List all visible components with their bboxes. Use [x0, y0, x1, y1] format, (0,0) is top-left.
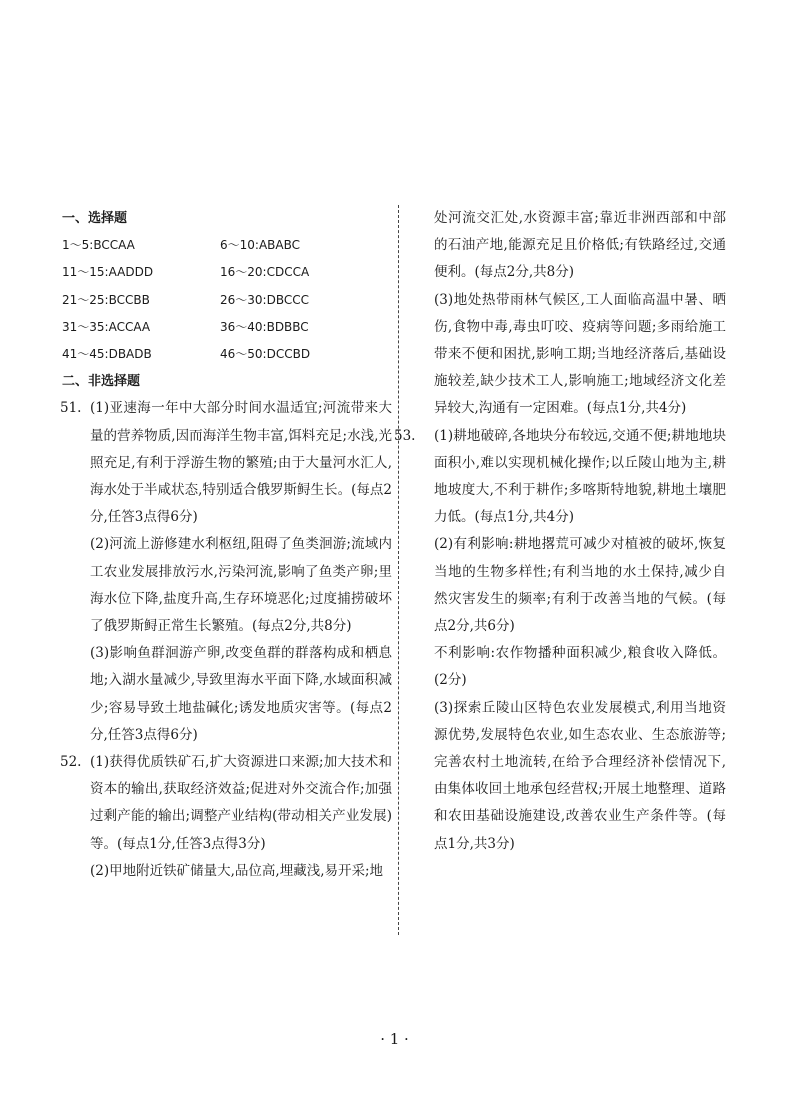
- section-title-multiple-choice: 一、选择题: [62, 211, 128, 226]
- question-number: 53.: [394, 427, 416, 444]
- right-column: [394, 205, 726, 858]
- answer-cell: 21～25:BCCBB: [62, 292, 150, 307]
- answer-cell: 11～15:AADDD: [62, 265, 154, 280]
- answer-paragraph: 处河流交汇处,水资源丰富;靠近非洲西部和中部的石油产地,能源充足且价格低;有铁路经过,交通便利。(每点2分,共8分): [434, 210, 726, 281]
- answer-paragraph: (3)影响鱼群洄游产卵,改变鱼群的群落构成和栖息地;入湖水量减少,导致里海水平面下降,水域面积减少;容易导致土地盐碱化;诱发地质灾害等。(每点2分,任答3点得6分): [90, 645, 392, 743]
- answer-paragraph: 不利影响:农作物播种面积减少,粮食收入降低。(2分): [434, 645, 726, 689]
- question-51: [62, 395, 392, 749]
- answer-paragraph: (1)亚速海一年中大部分时间水温适宜;河流带来大量的营养物质,因而海洋生物丰富,饵料充足;水浅,光照充足,有利于浮游生物的繁殖;由于大量河水汇人,海水处于半咸状态,特别适合俄罗斯鲟生长。(每点2分,任答3点得6分): [90, 400, 392, 526]
- answer-row: [62, 259, 392, 286]
- column-divider: [398, 205, 399, 935]
- answer-paragraph: (3)地处热带雨林气候区,工人面临高温中暑、晒伤,食物中毒,毒虫叮咬、疫病等问题;多雨给施工带来不便和困扰,影响工期;当地经济落后,基础设施较差,缺少技术工人,影响施工;地域经济文化差异较大,沟通有一定困难。(每点1分,共4分): [434, 291, 726, 417]
- answer-row: [62, 287, 392, 314]
- answer-paragraph: (2)河流上游修建水利枢纽,阻碍了鱼类洄游;流域内工农业发展排放污水,污染河流,影响了鱼类产卵;里海水位下降,盐度升高,生存环境恶化;过度捕捞破坏了俄罗斯鲟正常生长繁殖。(每点2分,共8分): [90, 536, 392, 635]
- answer-row: [62, 341, 392, 368]
- question-53: [394, 423, 726, 858]
- answer-cell: 1～5:BCCAA: [62, 238, 135, 253]
- answer-cell: 31～35:ACCAA: [62, 319, 151, 334]
- page-number: · 1 ·: [380, 1030, 409, 1048]
- answer-row: [62, 232, 392, 259]
- answer-paragraph: (2)有利影响:耕地撂荒可减少对植被的破坏,恢复当地的生物多样性;有利当地的水土保持,减少自然灾害发生的频率;有利于改善当地的气候。(每点2分,共6分): [434, 536, 726, 635]
- question-52: [62, 749, 392, 885]
- answer-cell: 36～40:BDBBC: [220, 319, 309, 334]
- answer-cell: 41～45:DBADB: [62, 347, 152, 362]
- question-number: 51.: [60, 400, 82, 417]
- question-number: 52.: [60, 754, 82, 771]
- answer-cell: 26～30:DBCCC: [220, 292, 309, 307]
- answer-paragraph: (3)探索丘陵山区特色农业发展模式,利用当地资源优势,发展特色农业,如生态农业、生态旅游等;完善农村土地流转,在给予合理经济补偿情况下,由集体收回土地承包经营权;开展土地整理、道路和农田基础设施建设,改善农业生产条件等。(每点1分,共3分): [434, 699, 726, 852]
- answer-paragraph: (1)获得优质铁矿石,扩大资源进口来源;加大技术和资本的输出,获取经济效益;促进对外交流合作;加强过剩产能的输出;调整产业结构(带动相关产业发展)等。(每点1分,任答3点得3分): [90, 754, 392, 852]
- answer-paragraph: (1)耕地破碎,各地块分布较远,交通不便;耕地地块面积小,难以实现机械化操作;以丘陵山地为主,耕地坡度大,不利于耕作;多喀斯特地貌,耕地土壤肥力低。(每点1分,共4分): [434, 427, 726, 526]
- answer-paragraph: (2)甲地附近铁矿储量大,品位高,埋藏浅,易开采;地: [90, 862, 384, 879]
- answer-cell: 16～20:CDCCA: [220, 265, 310, 280]
- question-52-continued: [406, 205, 726, 423]
- left-column: [62, 205, 392, 885]
- answer-row: [62, 314, 392, 341]
- answer-cell: 6～10:ABABC: [220, 238, 300, 253]
- section-title-free-response: 二、非选择题: [62, 374, 141, 390]
- answer-cell: 46～50:DCCBD: [220, 347, 311, 362]
